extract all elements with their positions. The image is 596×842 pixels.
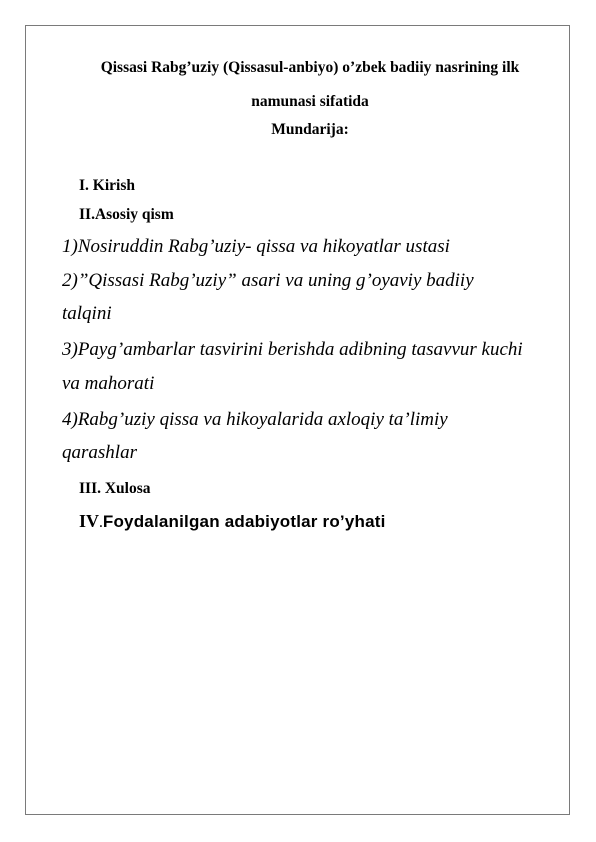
toc-item-1: 1)Nosiruddin Rabg’uziy- qissa va hikoyatlar ustasi <box>62 236 450 257</box>
toc-conclusion: III. Xulosa <box>79 480 151 497</box>
toc-main-part: II.Asosiy qism <box>79 206 174 223</box>
toc-item-2-line-1: 2)”Qissasi Rabg’uziy” asari va uning g’oyaviy badiiy <box>62 270 474 291</box>
document-title-line-1: Qissasi Rabg’uziy (Qissasul-anbiyo) o’zbek badiiy nasrining ilk <box>100 59 520 76</box>
toc-item-3-line-2: va mahorati <box>62 373 155 394</box>
toc-references <box>79 511 386 532</box>
toc-references-numeral: IV <box>79 511 100 531</box>
toc-intro: I. Kirish <box>79 177 135 194</box>
contents-heading: Mundarija: <box>271 121 349 138</box>
toc-references-dot: . <box>99 514 103 531</box>
toc-item-2-line-2: talqini <box>62 303 112 324</box>
toc-item-3-line-1: 3)Payg’ambarlar tasvirini berishda adibning tasavvur kuchi <box>62 339 523 360</box>
toc-references-label: Foydalanilgan adabiyotlar ro’yhati <box>102 512 386 531</box>
toc-item-4-line-1: 4)Rabg’uziy qissa va hikoyalarida axloqiy ta’limiy <box>62 409 448 430</box>
toc-item-4-line-2: qarashlar <box>62 442 137 463</box>
document-title-line-2: namunasi sifatida <box>251 93 369 110</box>
